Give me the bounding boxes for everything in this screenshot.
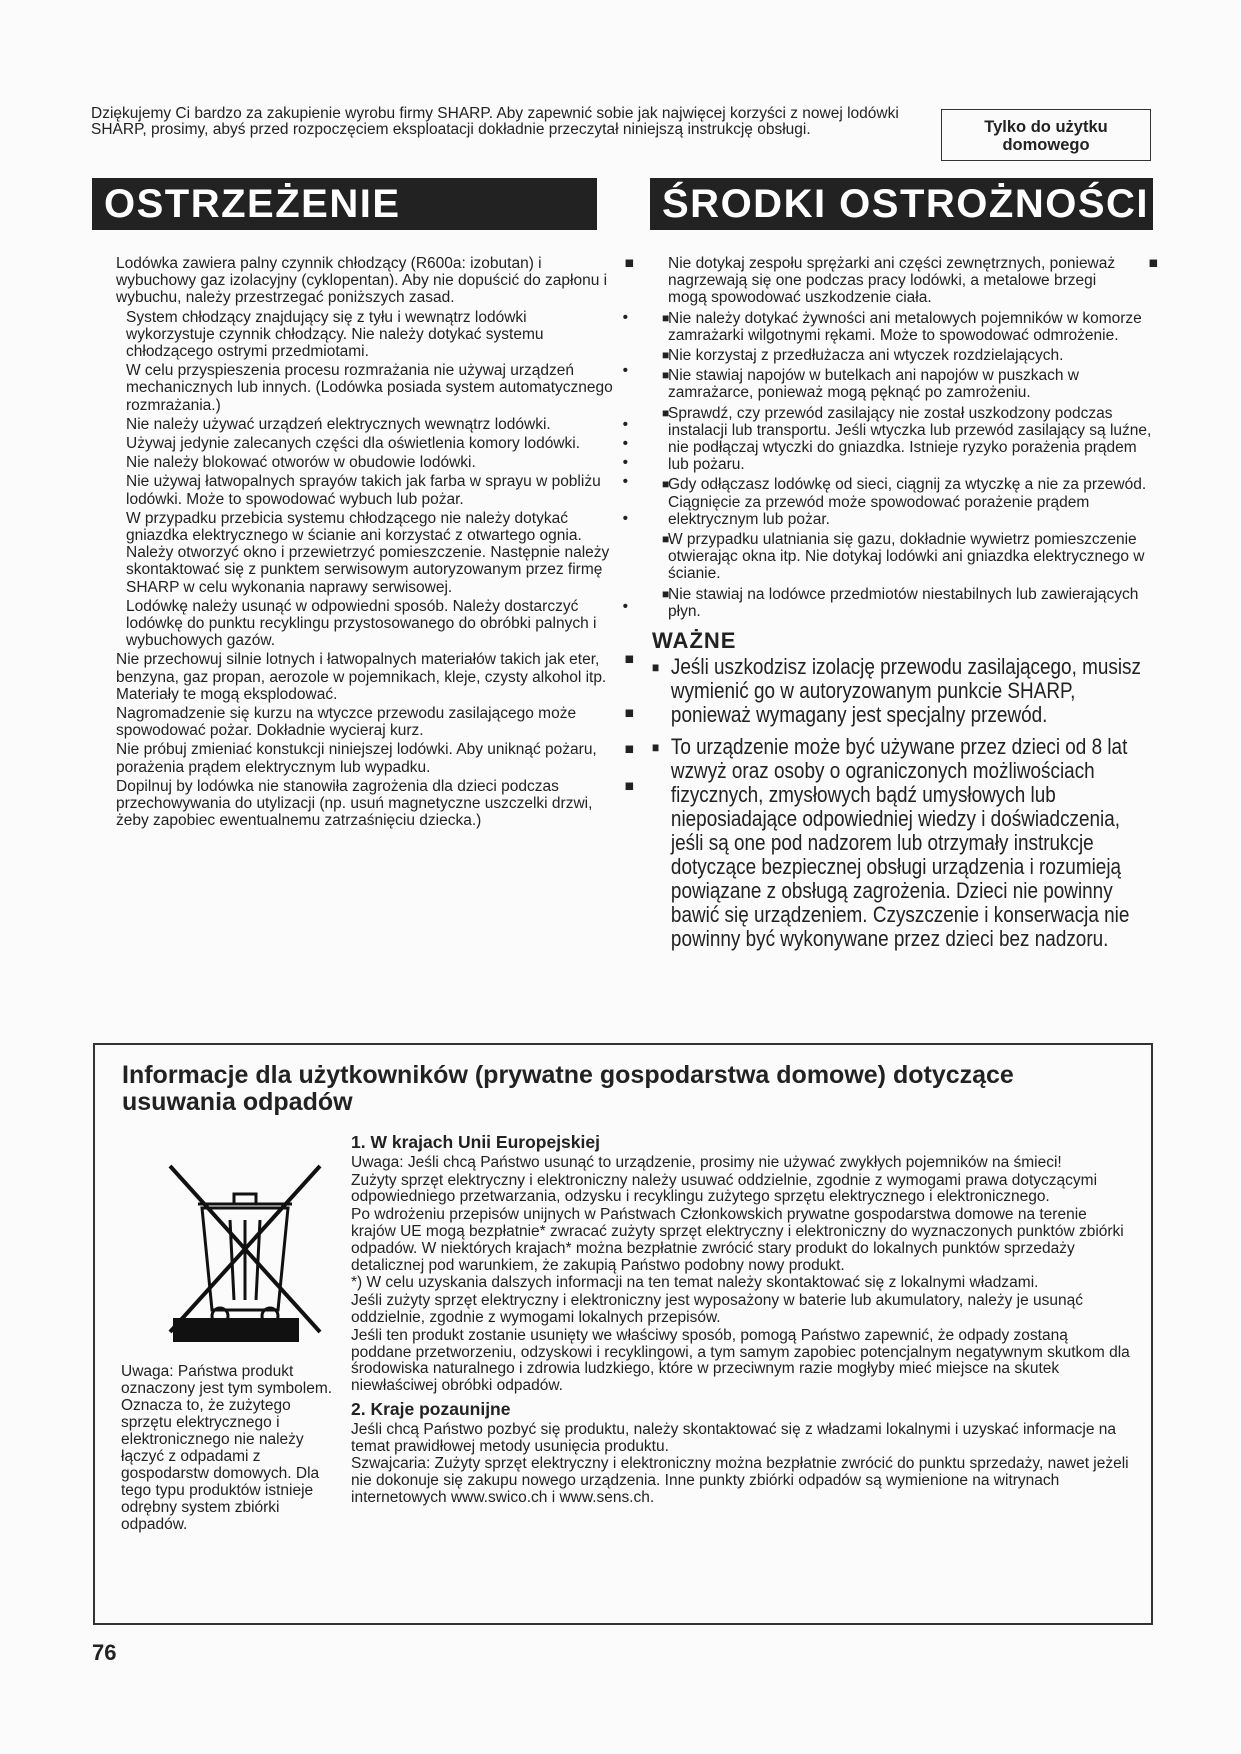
warning-subtext: W przypadku przebicia systemu chłodzącego nie należy dotykać gniazdka elektrycznego w ścianie ani korzystać z otwartego ognia. Należy otworzyć okno i przewietrzyć pomieszczenie. Następnie należy skontaktować się z punktem serwisowym autoryzowanym przez firmę SHARP w celu wykonania naprawy serwisowej. [126,509,610,596]
warning-item [116,705,636,739]
black-bar-symbol [173,1318,299,1342]
waste-note: Uwaga: Państwa produkt oznaczony jest tym symbolem. Oznacza to, że zużytego sprzętu elektrycznego i elektronicznego nie należy łączyć z odpadami z gospodarstw domowych. Dla tego typu produktów istnieje odrębny system zbiórki odpadów. [121,1363,333,1533]
bullet-icon: ■ [624,777,634,795]
eu-paragraph: Po wdrożeniu przepisów unijnych w Państwach Członkowskich prywatne gospodarstwa domowe na terenie krajów UE mogą bezpłatnie* zwracać zużyty sprzęt elektryczny i elektroniczny do wyznaczonych punktów zbiórki odpadów. W niektórych krajach* można bezpłatnie zwrócić stary produkt do lokalnych punktów sprzedaży detalicznej pod warunkiem, że zakupią Państwo podobny nowy produkt. [351,1206,1124,1274]
precaution-text: W przypadku ulatniania się gazu, dokładnie wywietrz pomieszczenie otwierając okna itp. Nie dotykaj lodówki ani gniazdka elektrycznego w ścianie. [668,531,1145,583]
eu-paragraph: Jeśli ten produkt zostanie usunięty we właściwy sposób, pomogą Państwo zapewnić, że odpady zostaną poddane przetworzeniu, odzyskowi i recyklingowi, a tym samym zapobiec potencjalnym negatywnym skutkom dla środowiska naturalnego i zdrowia ludzkiego, które w przeciwnym razie mogłyby mieć miejsce na skutek niewłaściwej obróbki odpadów. [351,1326,1130,1395]
domestic-use-label: Tylko do użytku domowego [941,109,1151,161]
warning-subtext: Używaj jedynie zalecanych części dla oświetlenia komory lodówki. [126,435,581,453]
bullet-icon: ■ [662,310,670,325]
precautions-banner: ŚRODKI OSTROŻNOŚCI [650,178,1153,230]
warning-subitem [126,473,636,507]
precaution-item [662,585,1158,620]
warning-subitem [126,510,636,596]
bullet-icon: ■ [1148,255,1158,272]
warning-subtext: System chłodzący znajdujący się z tyłu i wewnątrz lodówki wykorzystuje czynnik chłodzący. Nie należy dotykać systemu chłodzącego ostrymi przedmiotami. [126,308,544,361]
warning-text: Nagromadzenie się kurzu na wtyczce przewodu zasilającego może spowodować pożar. Dokładnie wycieraj kurz. [116,705,577,740]
eu-heading: 1. W krajach Unii Europejskiej [351,1132,600,1152]
bullet-icon: ■ [662,532,670,547]
precaution-item [662,476,1158,528]
precaution-item [662,309,1158,344]
warning-subitem [126,362,636,414]
dot-icon: • [622,435,628,453]
precaution-text: Nie dotykaj zespołu sprężarki ani części zewnętrznych, ponieważ nagrzewają się one podczas pracy lodówki, a metalowe brzegi mogą spowodować uszkodzenie ciała. [668,255,1116,307]
warning-text: Dopilnuj by lodówka nie stanowiła zagrożenia dla dzieci podczas przechowywania do utylizacji (np. usuń magnetyczne uszczelki drzwi, żeby zapobiec ewentualnemu zatrzaśnięciu dziecka.) [116,777,593,830]
warning-text: Nie przechowuj silnie lotnych i łatwopalnych materiałów takich jak eter, benzyna, gaz propan, aerozole w pojemnikach, kleje, czysty alkohol itp. Materiały te mogą eksplodować. [116,651,607,703]
warning-banner: OSTRZEŻENIE [92,178,597,230]
warning-subtext: Nie używaj łatwopalnych sprayów takich jak farba w sprayu w pobliżu lodówki. Może to spowodować wybuch lub pożar. [126,473,601,508]
dot-icon: • [622,509,628,527]
bullet-icon: ■ [662,586,670,601]
dot-icon: • [622,362,628,380]
bullet-icon: ■ [662,348,670,363]
warning-subitem [126,454,636,471]
precaution-text: Sprawdź, czy przewód zasilający nie został uszkodzony podczas instalacji lub transportu. Jeśli wtyczka lub przewód zasilający są luźne, nie podłączaj wtyczki do gniazdka. Istnieje ryzyko porażenia prądem lub pożaru. [668,404,1152,474]
precaution-text: Nie stawiaj napojów w butelkach ani napojów w puszkach w zamrażarce, ponieważ mogą pęknąć po zamrożeniu. [668,367,1079,402]
warning-subtext: Nie należy blokować otworów w obudowie lodówki. [126,454,476,472]
warning-item [116,778,636,830]
precautions-column [652,255,1158,959]
bullet-icon: ■ [624,741,634,759]
waste-text [351,1134,1131,1508]
dot-icon: • [622,473,628,491]
warning-subitem [126,598,636,650]
precaution-text: Nie stawiaj na lodówce przedmiotów niestabilnych lub zawierających płyn. [668,585,1139,620]
dot-icon: • [622,454,628,472]
precaution-text: Nie korzystaj z przedłużacza ani wtyczek rozdzielających. [668,347,1064,365]
important-item [652,735,1153,951]
warning-subtext: W celu przyspieszenia procesu rozmrażania nie używaj urządzeń mechanicznych lub innych. (Lodówka posiada system automatycznego rozmrażania.) [126,362,613,414]
dot-icon: • [622,415,628,433]
non-eu-heading: 2. Kraje pozaunijne [351,1398,511,1419]
non-eu-paragraph: Jeśli chcą Państwo pozbyć się produktu, należy skontaktować się z władzami lokalnymi i uzyskać informacje na temat prawidłowej metody usunięcia produktu. [351,1420,1117,1455]
warning-column [116,255,636,832]
warning-item [116,255,636,307]
warning-subtext: Lodówkę należy usunąć w odpowiedni sposób. Należy dostarczyć lodówkę do punktu recyklingu przystosowanego do obróbki palnych i wybuchowych gazów. [126,597,597,650]
warning-subitem [126,416,636,433]
warning-text: Lodówka zawiera palny czynnik chłodzący (R600a: izobutan) i wybuchowy gaz izolacyjny (cyklopentan). Aby nie dopuścić do zapłonu i wybuchu, należy przestrzegać poniższych zasad. [116,255,608,307]
bullet-icon: ■ [662,405,670,420]
dot-icon: • [622,597,628,615]
warning-text: Nie próbuj zmieniać konstukcji niniejszej lodówki. Aby uniknąć pożaru, porażenia prądem elektrycznym lub wypadku. [116,741,597,776]
non-eu-paragraph: Szwajcaria: Zużyty sprzęt elektryczny i elektroniczny można bezpłatnie zwrócić do punktu sprzedaży, nawet jeżeli nie dokonuje się zakupu nowego urządzenia. Inne punkty zbiórki odpadów są wymienione na witrynach internetowych www.swico.ch i www.sens.ch. [351,1455,1129,1506]
waste-title: Informacje dla użytkowników (prywatne gospodarstwa domowe) dotyczące usuwania odpadów [122,1061,1014,1116]
eu-paragraph: *) W celu uzyskania dalszych informacji na ten temat należy skontaktować się z lokalnymi władzami. [351,1274,1039,1292]
bullet-icon: ■ [624,255,634,272]
precaution-text: Nie należy dotykać żywności ani metalowych pojemników w komorze zamrażarki wilgotnymi rękami. Może to spowodować odmrożenie. [668,309,1142,344]
bullet-icon: ■ [624,651,634,669]
warning-subtext: Nie należy używać urządzeń elektrycznych wewnątrz lodówki. [126,415,551,433]
important-item [652,655,1153,727]
intro-text: Dziękujemy Ci bardzo za zakupienie wyrobu firmy SHARP. Aby zapewnić sobie jak najwięcej korzyści z nowej lodówki SHARP, prosimy, abyś przed rozpoczęciem eksploatacji dokładnie przeczytał niniejszą instrukcję obsługi. [91,105,899,138]
precaution-item [662,347,1158,365]
page-number: 76 [92,1640,117,1665]
warning-item [116,741,636,775]
bullet-icon: ■ [652,659,660,676]
dot-icon: • [622,308,628,326]
important-text: Jeśli uszkodzisz izolację przewodu zasilającego, musisz wymienić go w autoryzowanym punkcie SHARP, ponieważ wymagany jest specjalny przewód. [670,654,1141,728]
bullet-icon: ■ [662,368,670,383]
precaution-text: Gdy odłączasz lodówkę od sieci, ciągnij za wtyczkę a nie za przewód. Ciągnięcie za przewód może spowodować porażenie prądem elektrycznym lub pożar. [668,476,1147,528]
eu-paragraph: Uwaga: Jeśli chcą Państwo usunąć to urządzenie, prosimy nie używać zwykłych pojemników na śmieci! [351,1153,1062,1171]
warning-subitem [126,435,636,452]
precaution-item [662,404,1158,474]
bullet-icon: ■ [624,705,634,723]
warning-item [116,651,636,703]
precaution-item [662,367,1158,402]
bullet-icon: ■ [662,477,670,492]
eu-paragraph: Jeśli zużyty sprzęt elektryczny i elektroniczny jest wyposażony w baterie lub akumulatory, należy je usunąć oddzielnie, zgodnie z wymogami lokalnych przepisów. [351,1292,1083,1326]
crossed-bin-icon [160,1160,330,1340]
warning-subitem [126,309,636,361]
precaution-item [668,255,1158,307]
important-heading: WAŻNE [652,628,737,654]
bullet-icon: ■ [652,739,660,756]
important-text: To urządzenie może być używane przez dzieci od 8 lat wzwyż oraz osoby o ograniczonych możliwościach fizycznych, zmysłowych bądź umysłowych lub nieposiadające odpowiedniej wiedzy i doświadczenia, jeśli są one pod nadzorem lub otrzymały instrukcje dotyczące bezpiecznej obsługi urządzenia i rozumieją powiązane z obsługą zagrożenia. Dzieci nie powinny bawić się urządzeniem. Czyszczenie i konserwacja nie powinny być wykonywane przez dzieci bez nadzoru. [670,734,1130,952]
precaution-item [662,531,1158,583]
eu-paragraph: Zużyty sprzęt elektryczny i elektroniczny należy usuwać oddzielnie, zgodnie z wymogami prawa dotyczącymi odpowiedniego przetwarzania, odzysku i recyklingu zużytego sprzętu elektrycznego i elektronicznego. [351,1171,1098,1206]
